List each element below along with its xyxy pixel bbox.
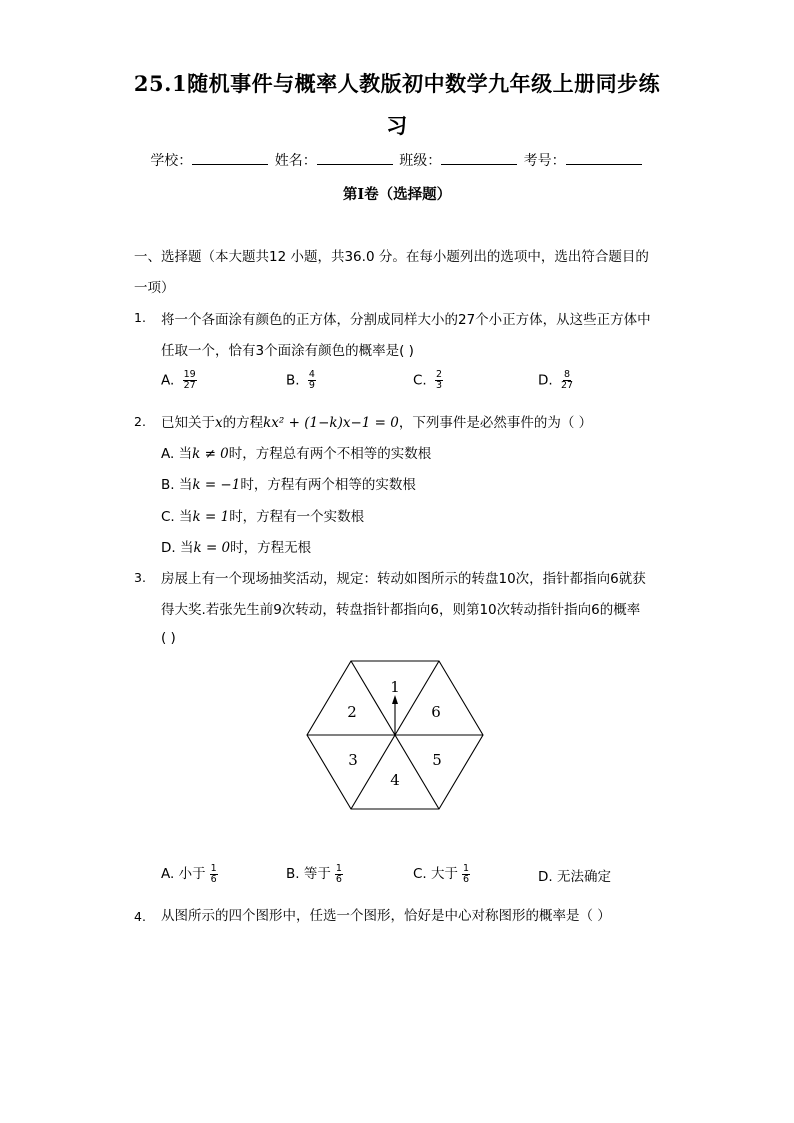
instructions-line-2: 一项） (134, 280, 175, 296)
option-text: 时，方程无根 (230, 540, 312, 556)
fraction (435, 370, 443, 391)
fraction (561, 370, 573, 391)
question-2-option-b (161, 473, 416, 493)
name-blank (317, 152, 393, 165)
question-2-option-a (161, 442, 431, 462)
option-letter: C. (413, 866, 427, 882)
fraction (462, 864, 470, 885)
stem-text: ，下列事件是必然事件的为（ ） (398, 415, 593, 431)
denominator: 9 (308, 380, 315, 391)
numerator: 1 (335, 862, 342, 874)
option-text: 小于 (178, 866, 206, 882)
option-text: 时，方程有一个实数根 (229, 509, 365, 525)
option-letter: C. (161, 509, 175, 525)
variable-x: x (215, 415, 223, 431)
sector-label-2: 2 (347, 703, 357, 721)
option-text: 时，方程有两个相等的实数根 (240, 477, 416, 493)
option-text: 当 (178, 477, 193, 493)
option-text: 当 (179, 509, 193, 525)
question-3-option-a (161, 862, 218, 885)
spinner-figure (305, 657, 485, 813)
numerator: 19 (183, 369, 196, 380)
option-letter: D. (538, 372, 553, 389)
question-2-stem (161, 411, 592, 431)
denominator: 6 (335, 873, 342, 885)
question-3-option-d (538, 865, 611, 885)
equation: kx² + (1−k)x−1 = 0 (263, 415, 399, 431)
denominator: 6 (210, 873, 217, 885)
option-letter: D. (161, 540, 176, 556)
question-1-line-2: 任取一个，恰有3个面涂有颜色的概率是( ) (161, 343, 414, 359)
denominator: 27 (183, 380, 196, 391)
student-info-line (0, 150, 794, 170)
numerator: 8 (564, 369, 571, 380)
option-letter: A. (161, 446, 175, 462)
option-letter: A. (161, 372, 175, 389)
numerator: 2 (436, 369, 443, 380)
option-letter: B. (286, 866, 300, 882)
fraction (183, 370, 197, 391)
question-1-number: 1. (134, 310, 146, 325)
question-1-option-c (413, 370, 443, 391)
section-title: 第I卷（选择题） (342, 186, 452, 203)
class-blank (441, 152, 517, 165)
question-1-option-b (286, 370, 316, 391)
question-3-line-2: 得大奖.若张先生前9次转动，转盘指针都指向6，则第10次转动指针指向6的概率 (161, 602, 641, 618)
fraction (308, 370, 316, 391)
fraction (210, 864, 218, 885)
school-label: 学校： (150, 153, 193, 169)
name-label: 姓名： (274, 153, 317, 169)
exam-number-blank (566, 152, 642, 165)
question-3-option-c (413, 862, 470, 885)
numerator: 1 (463, 862, 470, 874)
option-text: 无法确定 (556, 869, 611, 885)
option-text: 大于 (431, 866, 459, 882)
fraction (335, 864, 343, 885)
question-1-option-d (538, 370, 573, 391)
sector-label-5: 5 (432, 751, 442, 769)
sector-label-4: 4 (390, 771, 400, 789)
question-2-option-c (161, 505, 364, 525)
denominator: 6 (463, 873, 470, 885)
question-4-number: 4. (134, 909, 146, 924)
denominator: 27 (560, 380, 574, 391)
class-label: 班级： (399, 153, 442, 169)
option-letter: B. (161, 477, 175, 493)
option-text: 当 (178, 446, 193, 462)
option-text: 等于 (303, 866, 331, 882)
question-2-option-d (161, 536, 311, 556)
option-text: 当 (179, 540, 194, 556)
option-letter: B. (286, 372, 300, 389)
question-3-option-b (286, 862, 343, 885)
condition: k = 0 (193, 540, 231, 556)
stem-text: 已知关于 (161, 415, 215, 431)
document-title-line-1: 25.1随机事件与概率人教版初中数学九年级上册同步练 (133, 71, 661, 96)
sector-label-3: 3 (348, 751, 358, 769)
condition: k = −1 (192, 477, 241, 493)
sector-label-1: 1 (390, 678, 400, 696)
option-letter: D. (538, 869, 553, 885)
question-3-line-1: 房展上有一个现场抽奖活动，规定：转动如图所示的转盘10次，指针都指向6就获 (161, 571, 646, 587)
question-3-line-3: ( ) (161, 630, 176, 646)
question-4-line-1: 从图所示的四个图形中，任选一个图形，恰好是中心对称图形的概率是（ ） (161, 908, 611, 924)
denominator: 3 (436, 380, 443, 391)
numerator: 1 (210, 862, 217, 874)
option-letter: A. (161, 866, 175, 882)
document-title-line-2: 习 (386, 113, 408, 138)
question-2-number: 2. (134, 414, 146, 429)
condition: k ≠ 0 (192, 446, 229, 462)
exam-number-label: 考号： (523, 153, 566, 169)
pointer-arrowhead-icon (392, 695, 398, 704)
question-1-option-a (161, 370, 197, 391)
stem-text: 的方程 (222, 415, 264, 431)
instructions-line-1: 一、选择题（本大题共12 小题，共36.0 分。在每小题列出的选项中，选出符合题目的 (134, 249, 649, 265)
question-1-line-1: 将一个各面涂有颜色的正方体，分割成同样大小的27个小正方体，从这些正方体中 (161, 312, 651, 328)
condition: k = 1 (192, 509, 230, 525)
option-text: 时，方程总有两个不相等的实数根 (228, 446, 432, 462)
sector-label-6: 6 (431, 703, 441, 721)
numerator: 4 (308, 369, 315, 380)
option-letter: C. (413, 372, 427, 389)
school-blank (192, 152, 268, 165)
question-3-number: 3. (134, 570, 146, 585)
